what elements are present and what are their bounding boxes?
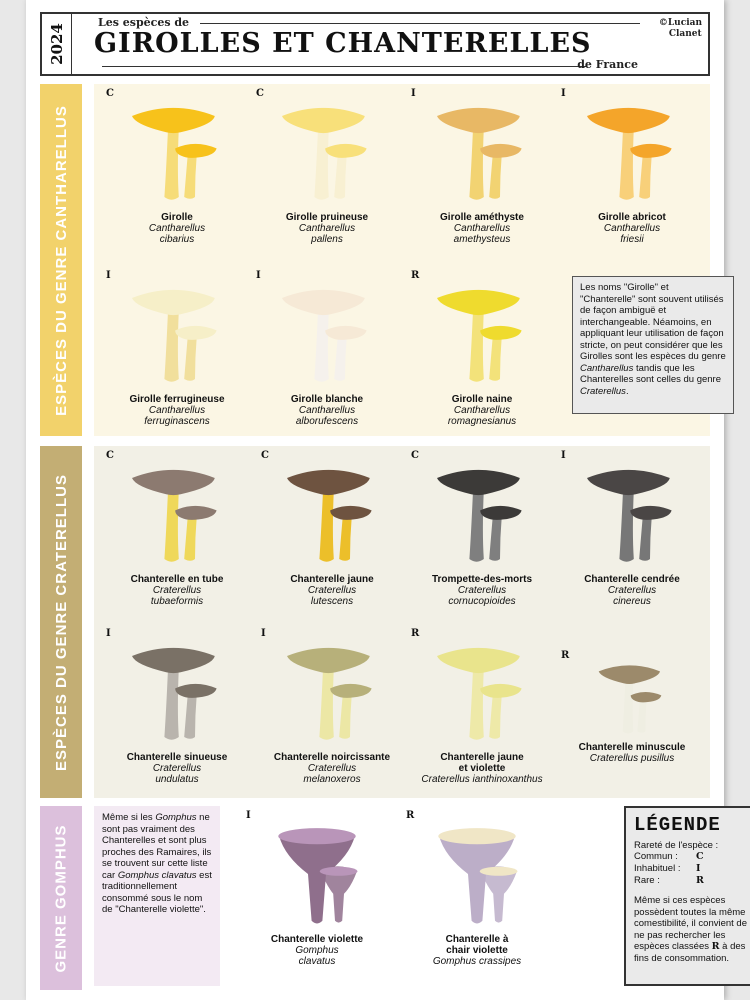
latin-name: Cantharellus	[148, 223, 206, 234]
latin-name: Craterellus ianthinoxanthus	[421, 774, 543, 785]
latin-name-line2: cinereus	[613, 596, 651, 607]
mushroom-illustration	[123, 458, 231, 570]
subtitle-top: Les espèces de	[98, 16, 190, 29]
header-rule-bottom	[102, 66, 587, 67]
poster	[26, 0, 747, 1000]
mushroom-illustration	[263, 818, 371, 930]
year-box	[42, 14, 72, 74]
species-name-line2: chair violette	[446, 945, 508, 956]
species-card	[102, 88, 252, 245]
latin-name: Gomphus	[295, 945, 339, 956]
naming-note: Les noms "Girolle" et "Chanterelle" sont souvent utilisés de façon ambiguë et interchangeable. Néamoins, en appliquant leur utilisation de façon stricte, on peut considérer que les Girolles sont les espèces du genre Cantharellus tandis que les Chanterelles sont celles du genre Craterellus.	[572, 276, 734, 414]
mushroom-illustration	[428, 636, 536, 748]
rarity-code: I	[411, 88, 416, 99]
page-title: GIROLLES ET CHANTERELLES	[94, 28, 592, 59]
latin-name-line2: amethysteus	[453, 234, 511, 245]
species-name: Girolle abricot	[598, 212, 666, 223]
mushroom-illustration	[273, 96, 381, 208]
rarity-code: C	[106, 88, 114, 99]
mushroom-illustration	[428, 458, 536, 570]
legend-title: LÉGENDE	[634, 814, 721, 836]
species-card	[102, 450, 252, 607]
species-card	[407, 628, 557, 785]
latin-name-line2: alborufescens	[295, 416, 359, 427]
section-craterellus	[40, 446, 710, 798]
species-card	[252, 88, 402, 245]
species-card	[402, 810, 552, 967]
rarity-code: I	[256, 270, 261, 281]
species-name: Chanterelle jaune	[290, 574, 374, 585]
species-name: Chanterelle noircissante	[273, 752, 391, 763]
species-name: Girolle naine	[451, 394, 513, 405]
latin-name: Cantharellus	[148, 405, 206, 416]
rarity-code: I	[106, 628, 111, 639]
species-card	[102, 628, 252, 785]
species-name: Chanterelle cendrée	[584, 574, 680, 585]
header-rule-top	[200, 23, 640, 24]
year: 2024	[47, 23, 66, 65]
mushroom-illustration	[123, 636, 231, 748]
species-card	[252, 270, 402, 427]
rarity-code: R	[411, 270, 420, 281]
latin-name: Gomphus crassipes	[432, 956, 522, 967]
section-body-cantharellus	[94, 84, 726, 436]
rarity-code: R	[411, 628, 420, 639]
latin-name-line2: tubaeformis	[150, 596, 204, 607]
latin-name-line2: cornucopioides	[448, 596, 516, 607]
legend-heading: Rareté de l'espèce :	[634, 840, 719, 851]
species-card	[407, 270, 557, 427]
mushroom-illustration	[123, 278, 231, 390]
species-name: Girolle pruineuse	[285, 212, 369, 223]
species-name: Girolle améthyste	[440, 212, 524, 223]
mushroom-illustration	[278, 636, 386, 748]
latin-name: Craterellus	[457, 585, 507, 596]
mushroom-illustration	[278, 458, 386, 570]
mushroom-illustration	[428, 278, 536, 390]
rarity-code: I	[246, 810, 251, 821]
latin-name: Cantharellus	[603, 223, 661, 234]
latin-name-line2: cibarius	[159, 234, 195, 245]
species-card	[102, 270, 252, 427]
latin-name: Craterellus	[152, 585, 202, 596]
section-gomphus	[40, 806, 747, 990]
latin-name: Cantharellus	[453, 405, 511, 416]
rarity-code: I	[561, 450, 566, 461]
species-name: Chanterelle en tube	[130, 574, 224, 585]
rarity-code: C	[411, 450, 419, 461]
credit: ©Lucian Clanet	[658, 18, 702, 39]
latin-name: Craterellus pusillus	[589, 753, 675, 764]
mushroom-illustration	[423, 818, 531, 930]
legend-note: Même si ces espèces possèdent toutes la même comestibilité, il convient de ne pas rechercher les espèces classées R à des fins de consommation.	[634, 895, 747, 964]
latin-name-line2: lutescens	[310, 596, 354, 607]
species-name: Chanterelle à	[445, 934, 509, 945]
latin-name: Cantharellus	[453, 223, 511, 234]
species-name: Chanterelle violette	[270, 934, 364, 945]
species-name: Trompette-des-morts	[431, 574, 532, 585]
species-name: Chanterelle minuscule	[578, 742, 686, 753]
subtitle-bottom: de France	[577, 58, 638, 71]
species-card	[407, 450, 557, 607]
species-card	[557, 450, 707, 607]
rarity-code: I	[106, 270, 111, 281]
latin-name: Craterellus	[307, 585, 357, 596]
species-card	[257, 450, 407, 607]
mushroom-illustration	[273, 278, 381, 390]
species-name: Chanterelle sinueuse	[126, 752, 228, 763]
rarity-code: C	[261, 450, 269, 461]
section-label-craterellus: ESPÈCES DU GENRE CRATERELLUS	[40, 446, 82, 798]
section-label-gomphus: GENRE GOMPHUS	[40, 806, 82, 990]
species-name: Girolle blanche	[290, 394, 364, 405]
mushroom-illustration	[123, 96, 231, 208]
latin-name-line2: ferruginascens	[144, 416, 210, 427]
latin-name: Craterellus	[307, 763, 357, 774]
species-name-line2: et violette	[458, 763, 506, 774]
section-cantharellus	[40, 84, 726, 436]
rarity-code: C	[256, 88, 264, 99]
section-body-craterellus	[94, 446, 710, 798]
latin-name-line2: pallens	[311, 234, 343, 245]
latin-name-line2: clavatus	[298, 956, 336, 967]
latin-name: Craterellus	[152, 763, 202, 774]
species-card	[407, 88, 557, 245]
species-card	[257, 628, 407, 785]
latin-name-line2: melanoxeros	[303, 774, 361, 785]
latin-name: Cantharellus	[298, 405, 356, 416]
species-card	[557, 88, 707, 245]
section-body-gomphus	[94, 806, 747, 990]
rarity-code: I	[261, 628, 266, 639]
poster-header	[40, 12, 710, 76]
mushroom-illustration	[592, 658, 672, 738]
legend-row: Commun : C	[634, 851, 704, 862]
rarity-code: I	[561, 88, 566, 99]
rarity-code: R	[561, 650, 570, 661]
latin-name: Craterellus	[607, 585, 657, 596]
latin-name: Cantharellus	[298, 223, 356, 234]
legend-row: Inhabituel : I	[634, 863, 701, 874]
legend-box	[624, 806, 750, 986]
species-name: Chanterelle jaune	[440, 752, 524, 763]
latin-name-line2: undulatus	[155, 774, 199, 785]
rarity-code: R	[406, 810, 415, 821]
species-card	[242, 810, 392, 967]
mushroom-illustration	[578, 96, 686, 208]
species-card	[557, 650, 707, 764]
mushroom-illustration	[428, 96, 536, 208]
mushroom-illustration	[578, 458, 686, 570]
section-label-cantharellus: ESPÈCES DU GENRE CANTHARELLUS	[40, 84, 82, 436]
gomphus-note: Même si les Gomphus ne sont pas vraiment des Chanterelles et sont plus proches des Ramaires, ils se trouvent sur cette liste car Gomphus clavatus est traditionnellement consommé sous le nom de "Chanterelle violette".	[94, 806, 220, 986]
species-name: Girolle ferrugineuse	[129, 394, 225, 405]
legend-row: Rare : R	[634, 875, 704, 886]
latin-name-line2: romagnesianus	[447, 416, 517, 427]
species-name: Girolle	[161, 212, 193, 223]
rarity-code: C	[106, 450, 114, 461]
latin-name-line2: friesii	[620, 234, 644, 245]
